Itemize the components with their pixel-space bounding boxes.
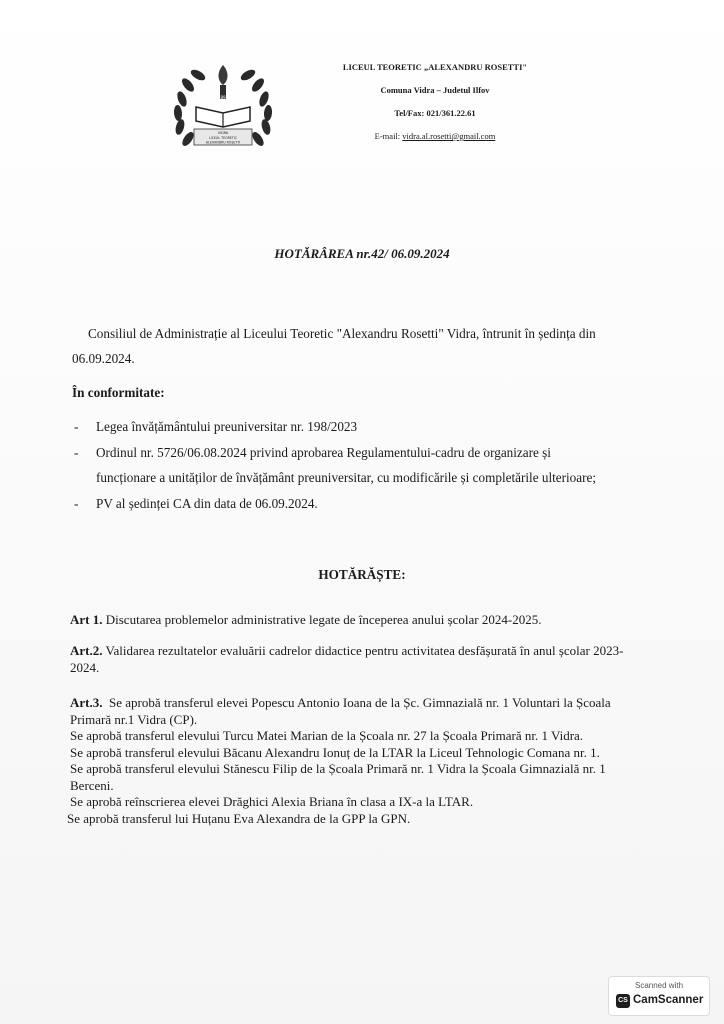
article-1-text: Discutarea problemelor administrative legate de începerea anului școlar 2024-2025. (105, 612, 542, 627)
article-2-label: Art.2. (70, 643, 103, 658)
list-item-text: PV al ședinței CA din data de 06.09.2024. (96, 495, 318, 511)
school-header (300, 56, 570, 148)
school-phone: Tel/Fax: 021/361.22.61 (394, 108, 476, 118)
logo-text-vidra: VIDRA (217, 131, 229, 135)
bullet-dash: - (74, 444, 79, 460)
list-item (72, 491, 612, 517)
watermark-caption: Scanned with (634, 981, 684, 990)
email-label: E-mail: (374, 131, 401, 141)
decision-heading: HOTĂRĂȘTE: (318, 567, 406, 582)
article-3 (67, 695, 630, 827)
watermark-brand: CamScanner (633, 994, 704, 1006)
school-email-line (300, 125, 570, 148)
logo-text-year: 1891 (217, 95, 229, 100)
decision-title: HOTĂRÂREA nr.42/ 06.09.2024 (274, 246, 450, 261)
list-item-text: Ordinul nr. 5726/06.08.2024 privind aprobarea Regulamentului-cadru de organizare și funcționare a unităților de învățământ preuniversitar, cu modificările și completările ulterioare; (96, 444, 597, 485)
article-2 (70, 643, 630, 676)
article-3-line: Se aprobă transferul elevului Stănescu Filip de la Școala Primară nr. 1 Vidra la Școala Gimnazială nr. 1 Berceni. (70, 761, 606, 793)
article-2-text: Validarea rezultatelor evaluării cadrelor didactice pentru activitatea desfășurată în anul școlar 2023-2024. (70, 643, 624, 675)
intro-paragraph: Consiliul de Administrație al Liceului Teoretic "Alexandru Rosetti" Vidra, întrunit în ședința din 06.09.2024. (72, 326, 596, 366)
list-item-text: Legea învățământului preuniversitar nr. 198/2023 (96, 419, 358, 434)
article-3-line: Se aprobă transferul elevului Turcu Matei Marian de la Școala nr. 27 la Școala Primară nr. 1 Vidra. (70, 728, 584, 743)
school-location: Comuna Vidra – Judetul Ilfov (380, 85, 490, 95)
bullet-dash: - (74, 495, 79, 511)
article-3-line (70, 695, 630, 728)
article-3-line: Se aprobă reînscrierea elevei Drăghici Alexia Briana în clasa a IX-a la LTAR. (70, 794, 474, 809)
camscanner-watermark (608, 976, 710, 1016)
conformity-heading: În conformitate: (72, 385, 165, 400)
school-name: LICEUL TEORETIC „ALEXANDRU ROSETTI" (342, 62, 528, 72)
logo-text-rosetti: ALEXANDRU ROSETTI (205, 140, 241, 145)
article-3-line-text: Se aprobă transferul elevei Popescu Antonio Ioana de la Șc. Gimnazială nr. 1 Voluntari la Școala Primară nr.1 Vidra (CP). (70, 695, 611, 727)
article-3-label: Art.3. (70, 695, 103, 710)
article-1-label: Art 1. (70, 612, 103, 627)
list-item (72, 414, 612, 440)
article-3-line: Se aprobă transferul lui Huțanu Eva Alexandra de la GPP la GPN. (67, 810, 411, 826)
school-logo (168, 55, 278, 155)
camscanner-icon: CS (616, 994, 630, 1008)
conformity-list (72, 414, 612, 516)
article-3-line: Se aprobă transferul elevului Băcanu Alexandru Ionuț de la LTAR la Liceul Tehnologic Comana nr. 1. (70, 744, 600, 760)
article-1 (70, 612, 630, 629)
list-item (72, 440, 612, 491)
logo-text-liceul: LICEUL TEORETIC (209, 136, 237, 140)
email-link[interactable]: vidra.al.rosetti@gmail.com (402, 131, 496, 141)
bullet-dash: - (74, 419, 79, 434)
